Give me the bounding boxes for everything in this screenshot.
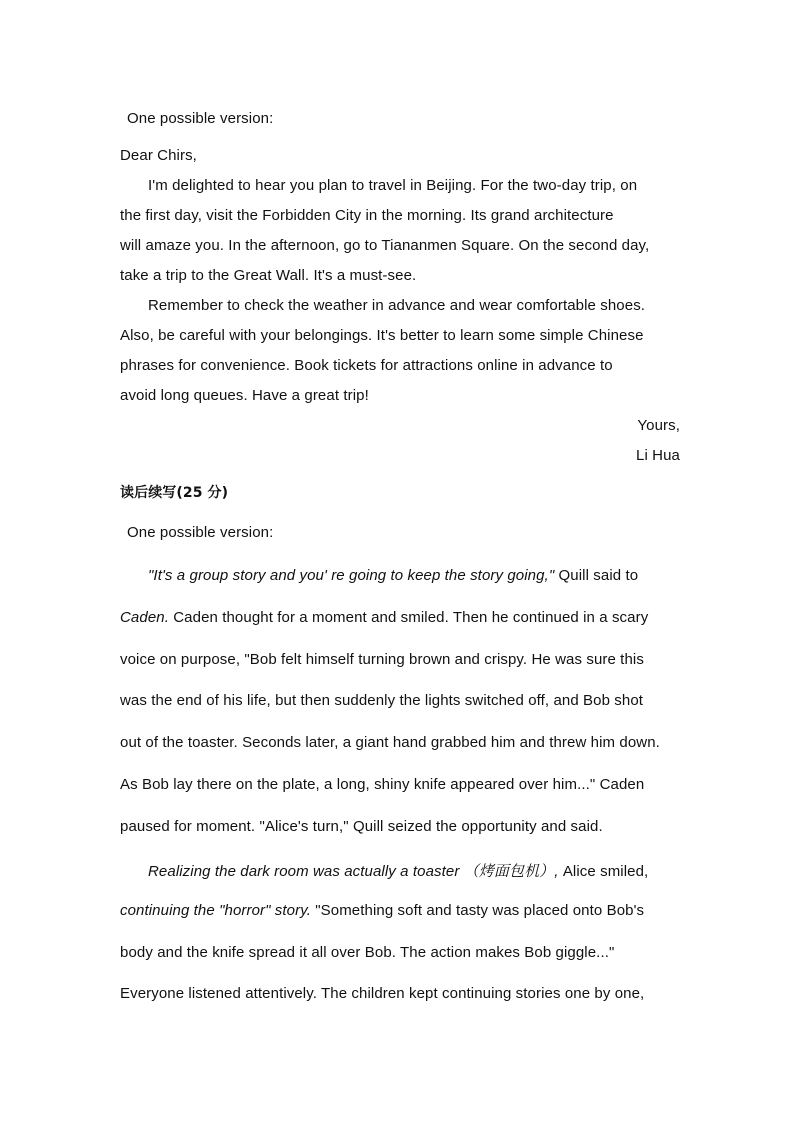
letter-closing: Yours, [637,417,680,434]
story-plain: was the end of his life, but then suddenly the lights switched off, and Bob shot [120,692,644,709]
story-line [120,985,644,1002]
story-line [120,734,660,751]
continuation-intro: One possible version: [127,524,274,541]
story-plain: Quill said to [554,567,639,584]
letter-line: will amaze you. In the afternoon, go to Tiananmen Square. On the second day, [120,237,650,254]
letter-line: avoid long queues. Have a great trip! [120,387,369,404]
story-italic: Realizing the dark room was actually a toaster （烤面包机）, [148,863,559,880]
story-italic: continuing the "horror" story. [120,902,311,919]
letter-signature: Li Hua [636,447,680,464]
story-plain: out of the toaster. Seconds later, a giant hand grabbed him and threw him down. [120,734,660,751]
story-plain: Everyone listened attentively. The children kept continuing stories one by one, [120,985,645,1002]
story-line [148,567,638,584]
story-plain: As Bob lay there on the plate, a long, shiny knife appeared over him..." Caden [120,776,645,793]
section-heading: 读后续写(25 分) [120,485,229,501]
story-plain: paused for moment. "Alice's turn," Quill seized the opportunity and said. [120,818,603,835]
letter-line: phrases for convenience. Book tickets for attractions online in advance to [120,357,613,374]
story-line [148,860,648,881]
story-plain: Caden thought for a moment and smiled. Then he continued in a scary [168,609,649,626]
letter-line: Also, be careful with your belongings. It's better to learn some simple Chinese [120,327,644,344]
story-line [120,818,603,835]
story-line [120,944,614,961]
letter-line: Remember to check the weather in advance and wear comfortable shoes. [148,297,646,314]
letter-greeting: Dear Chirs, [120,147,197,164]
letter-line: the first day, visit the Forbidden City in the morning. Its grand architecture [120,207,614,224]
letter-intro: One possible version: [127,110,274,127]
story-plain: voice on purpose, "Bob felt himself turning brown and crispy. He was sure this [120,651,644,668]
story-line [120,692,643,709]
story-line [120,609,648,626]
story-plain: "Something soft and tasty was placed onto Bob's [310,902,645,919]
story-plain: Alice smiled, [558,863,649,880]
story-line [120,776,644,793]
letter-line: I'm delighted to hear you plan to travel in Beijing. For the two-day trip, on [148,177,638,194]
story-italic: "It's a group story and you' re going to keep the story going," [148,567,555,584]
story-italic: Caden. [120,609,169,626]
story-line [120,902,644,919]
letter-line: take a trip to the Great Wall. It's a must-see. [120,267,417,284]
story-plain: body and the knife spread it all over Bob. The action makes Bob giggle..." [120,944,615,961]
story-line [120,651,644,668]
